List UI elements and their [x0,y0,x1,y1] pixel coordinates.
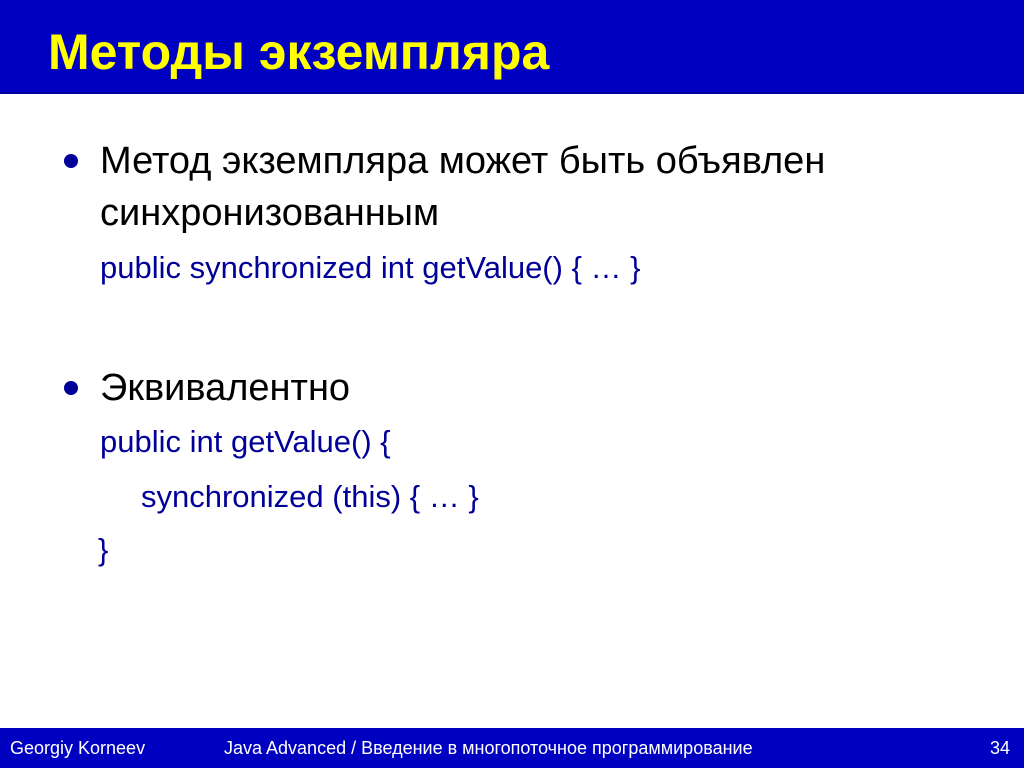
bullet-1-line-2: синхронизованным [100,192,440,234]
slide-title: Методы экземпляра [48,24,550,80]
footer-course-title: Java Advanced / Введение в многопоточное программирование [224,738,753,758]
footer-page-number: 34 [990,738,1011,758]
bullet-2-code-line-3: } [98,532,109,567]
footer-bar [0,728,1024,768]
bullet-dot-icon [64,381,78,395]
bullet-1-line-1: Метод экземпляра может быть объявлен [100,140,826,182]
bullet-dot-icon [64,154,78,168]
footer-author: Georgiy Korneev [10,738,146,758]
bullet-2-line-1: Эквивалентно [100,367,351,409]
bullet-1-code-line-1: public synchronized int getValue() { … } [100,250,641,285]
title-bar [0,0,1024,92]
bullet-2-code-line-1: public int getValue() { [100,424,391,459]
title-bar-divider [0,92,1024,94]
bullet-2-code-line-2: synchronized (this) { … } [141,479,479,514]
